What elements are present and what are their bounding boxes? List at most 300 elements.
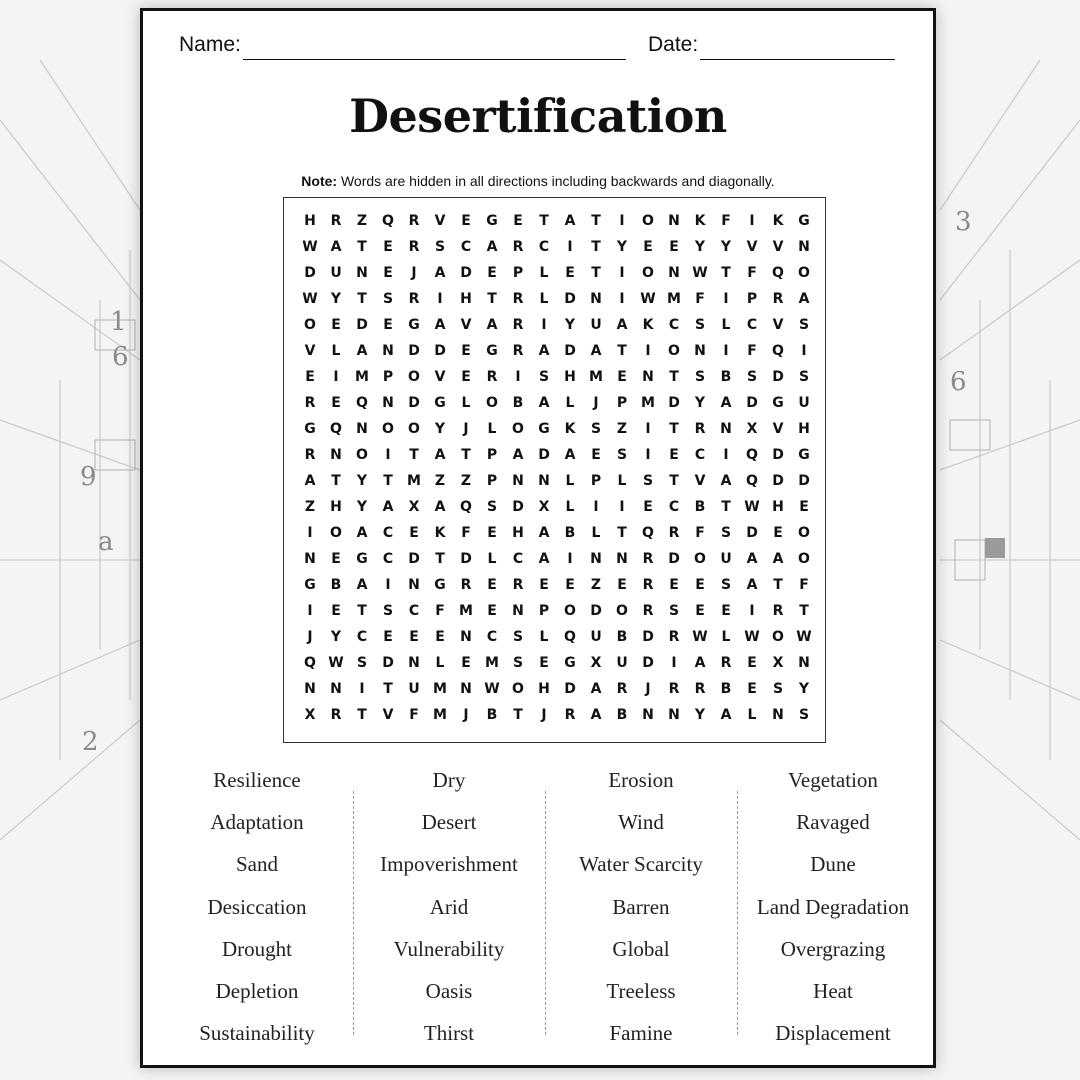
grid-letter[interactable]: P bbox=[486, 473, 498, 489]
grid-letter[interactable]: I bbox=[749, 213, 755, 229]
grid-letter[interactable]: Z bbox=[356, 213, 368, 229]
grid-letter[interactable]: P bbox=[538, 603, 550, 619]
grid-letter[interactable]: D bbox=[642, 629, 654, 645]
grid-letter[interactable]: R bbox=[330, 707, 342, 723]
grid-letter[interactable]: N bbox=[330, 681, 342, 697]
grid-letter[interactable]: E bbox=[747, 655, 757, 671]
grid-letter[interactable]: T bbox=[513, 707, 523, 723]
grid-letter[interactable]: V bbox=[746, 239, 758, 255]
grid-letter[interactable]: L bbox=[721, 317, 731, 333]
grid-letter[interactable]: I bbox=[359, 681, 365, 697]
grid-letter[interactable]: R bbox=[330, 213, 342, 229]
grid-letter[interactable]: L bbox=[539, 629, 549, 645]
grid-letter[interactable]: N bbox=[408, 577, 420, 593]
grid-letter[interactable]: Y bbox=[720, 239, 732, 255]
grid-letter[interactable]: E bbox=[409, 525, 419, 541]
grid-letter[interactable]: D bbox=[382, 655, 394, 671]
grid-letter[interactable]: I bbox=[567, 551, 573, 567]
grid-letter[interactable]: K bbox=[772, 213, 784, 229]
grid-letter[interactable]: E bbox=[435, 629, 445, 645]
grid-letter[interactable]: D bbox=[798, 473, 810, 489]
grid-letter[interactable]: Q bbox=[382, 213, 394, 229]
grid-letter[interactable]: A bbox=[512, 447, 524, 463]
grid-letter[interactable]: R bbox=[512, 291, 524, 307]
grid-letter[interactable]: Q bbox=[746, 473, 758, 489]
grid-letter[interactable]: G bbox=[408, 317, 420, 333]
grid-letter[interactable]: H bbox=[330, 499, 342, 515]
grid-letter[interactable]: R bbox=[720, 655, 732, 671]
grid-letter[interactable]: S bbox=[486, 499, 498, 515]
grid-letter[interactable]: R bbox=[642, 603, 654, 619]
grid-letter[interactable]: G bbox=[434, 577, 446, 593]
grid-letter[interactable]: I bbox=[619, 291, 625, 307]
grid-letter[interactable]: N bbox=[668, 265, 680, 281]
grid-letter[interactable]: S bbox=[512, 655, 524, 671]
grid-letter[interactable]: E bbox=[461, 655, 471, 671]
date-field[interactable] bbox=[700, 59, 895, 60]
grid-letter[interactable]: Z bbox=[616, 421, 628, 437]
grid-letter[interactable]: A bbox=[772, 551, 784, 567]
grid-letter[interactable]: W bbox=[796, 629, 812, 645]
grid-letter[interactable]: J bbox=[593, 395, 599, 411]
grid-letter[interactable]: Q bbox=[460, 499, 472, 515]
grid-letter[interactable]: W bbox=[692, 629, 708, 645]
grid-letter[interactable]: R bbox=[512, 577, 524, 593]
grid-letter[interactable]: N bbox=[304, 551, 316, 567]
grid-letter[interactable]: G bbox=[486, 213, 498, 229]
grid-letter[interactable]: A bbox=[538, 525, 550, 541]
grid-letter[interactable]: I bbox=[307, 603, 313, 619]
grid-letter[interactable]: R bbox=[408, 239, 420, 255]
grid-letter[interactable]: D bbox=[772, 369, 784, 385]
grid-letter[interactable]: M bbox=[641, 395, 655, 411]
grid-letter[interactable]: E bbox=[409, 629, 419, 645]
grid-letter[interactable]: T bbox=[617, 525, 627, 541]
grid-letter[interactable]: E bbox=[461, 343, 471, 359]
grid-letter[interactable]: A bbox=[720, 395, 732, 411]
grid-letter[interactable]: Z bbox=[590, 577, 602, 593]
grid-letter[interactable]: B bbox=[616, 629, 628, 645]
grid-letter[interactable]: T bbox=[357, 603, 367, 619]
grid-letter[interactable]: D bbox=[538, 447, 550, 463]
grid-letter[interactable]: R bbox=[408, 291, 420, 307]
grid-letter[interactable]: C bbox=[668, 499, 680, 515]
grid-letter[interactable]: B bbox=[330, 577, 342, 593]
grid-letter[interactable]: E bbox=[669, 239, 679, 255]
grid-letter[interactable]: G bbox=[798, 447, 810, 463]
grid-letter[interactable]: S bbox=[512, 629, 524, 645]
grid-letter[interactable]: F bbox=[409, 707, 419, 723]
grid-letter[interactable]: X bbox=[538, 499, 550, 515]
grid-letter[interactable]: S bbox=[798, 369, 810, 385]
grid-letter[interactable]: O bbox=[642, 213, 654, 229]
grid-letter[interactable]: D bbox=[564, 343, 576, 359]
grid-letter[interactable]: A bbox=[538, 395, 550, 411]
grid-letter[interactable]: X bbox=[746, 421, 758, 437]
grid-letter[interactable]: L bbox=[331, 343, 341, 359]
grid-letter[interactable]: E bbox=[773, 525, 783, 541]
grid-letter[interactable]: I bbox=[645, 421, 651, 437]
grid-letter[interactable]: N bbox=[408, 655, 420, 671]
grid-letter[interactable]: K bbox=[434, 525, 446, 541]
grid-letter[interactable]: E bbox=[617, 369, 627, 385]
grid-letter[interactable]: E bbox=[617, 577, 627, 593]
grid-letter[interactable]: L bbox=[591, 525, 601, 541]
grid-letter[interactable]: V bbox=[772, 239, 784, 255]
grid-letter[interactable]: W bbox=[744, 629, 760, 645]
grid-letter[interactable]: A bbox=[746, 551, 758, 567]
grid-letter[interactable]: B bbox=[720, 369, 732, 385]
grid-letter[interactable]: A bbox=[538, 551, 550, 567]
grid-letter[interactable]: D bbox=[434, 343, 446, 359]
grid-letter[interactable]: T bbox=[539, 213, 549, 229]
grid-letter[interactable]: A bbox=[590, 681, 602, 697]
grid-letter[interactable]: J bbox=[541, 707, 547, 723]
grid-letter[interactable]: S bbox=[720, 525, 732, 541]
grid-letter[interactable]: V bbox=[434, 213, 446, 229]
grid-letter[interactable]: L bbox=[461, 395, 471, 411]
grid-letter[interactable]: F bbox=[695, 291, 705, 307]
grid-letter[interactable]: I bbox=[645, 343, 651, 359]
grid-letter[interactable]: A bbox=[720, 707, 732, 723]
grid-letter[interactable]: S bbox=[642, 473, 654, 489]
grid-letter[interactable]: G bbox=[564, 655, 576, 671]
grid-letter[interactable]: O bbox=[798, 551, 810, 567]
grid-letter[interactable]: E bbox=[643, 499, 653, 515]
grid-letter[interactable]: E bbox=[487, 603, 497, 619]
grid-letter[interactable]: Y bbox=[616, 239, 628, 255]
grid-letter[interactable]: I bbox=[645, 447, 651, 463]
grid-letter[interactable]: N bbox=[512, 473, 524, 489]
grid-letter[interactable]: I bbox=[567, 239, 573, 255]
grid-letter[interactable]: L bbox=[565, 395, 575, 411]
grid-letter[interactable]: U bbox=[408, 681, 420, 697]
grid-letter[interactable]: M bbox=[433, 681, 447, 697]
grid-letter[interactable]: B bbox=[564, 525, 576, 541]
grid-letter[interactable]: R bbox=[616, 681, 628, 697]
grid-letter[interactable]: B bbox=[486, 707, 498, 723]
grid-letter[interactable]: A bbox=[538, 343, 550, 359]
grid-letter[interactable]: N bbox=[590, 291, 602, 307]
grid-letter[interactable]: V bbox=[304, 343, 316, 359]
grid-letter[interactable]: R bbox=[512, 317, 524, 333]
grid-letter[interactable]: J bbox=[463, 421, 469, 437]
grid-letter[interactable]: A bbox=[746, 577, 758, 593]
grid-letter[interactable]: Z bbox=[434, 473, 446, 489]
grid-letter[interactable]: Q bbox=[772, 265, 784, 281]
grid-letter[interactable]: M bbox=[589, 369, 603, 385]
grid-letter[interactable]: D bbox=[408, 395, 420, 411]
grid-letter[interactable]: U bbox=[590, 629, 602, 645]
grid-letter[interactable]: U bbox=[330, 265, 342, 281]
grid-letter[interactable]: Y bbox=[564, 317, 576, 333]
grid-letter[interactable]: X bbox=[590, 655, 602, 671]
grid-letter[interactable]: E bbox=[331, 317, 341, 333]
grid-letter[interactable]: O bbox=[356, 447, 368, 463]
grid-letter[interactable]: C bbox=[382, 551, 394, 567]
grid-letter[interactable]: G bbox=[304, 421, 316, 437]
grid-letter[interactable]: K bbox=[564, 421, 576, 437]
grid-letter[interactable]: E bbox=[331, 551, 341, 567]
grid-letter[interactable]: B bbox=[512, 395, 524, 411]
grid-letter[interactable]: K bbox=[694, 213, 706, 229]
grid-letter[interactable]: A bbox=[590, 343, 602, 359]
grid-letter[interactable]: A bbox=[564, 447, 576, 463]
grid-letter[interactable]: S bbox=[668, 603, 680, 619]
grid-letter[interactable]: N bbox=[382, 395, 394, 411]
grid-letter[interactable]: D bbox=[304, 265, 316, 281]
grid-letter[interactable]: I bbox=[801, 343, 807, 359]
grid-letter[interactable]: D bbox=[564, 681, 576, 697]
grid-letter[interactable]: G bbox=[486, 343, 498, 359]
grid-letter[interactable]: H bbox=[772, 499, 784, 515]
grid-letter[interactable]: S bbox=[434, 239, 446, 255]
grid-letter[interactable]: Y bbox=[330, 291, 342, 307]
grid-letter[interactable]: S bbox=[694, 369, 706, 385]
grid-letter[interactable]: B bbox=[694, 499, 706, 515]
grid-letter[interactable]: E bbox=[747, 681, 757, 697]
grid-letter[interactable]: P bbox=[590, 473, 602, 489]
grid-letter[interactable]: A bbox=[356, 525, 368, 541]
grid-letter[interactable]: B bbox=[720, 681, 732, 697]
grid-letter[interactable]: Z bbox=[460, 473, 472, 489]
grid-letter[interactable]: E bbox=[695, 603, 705, 619]
grid-letter[interactable]: E bbox=[591, 447, 601, 463]
grid-letter[interactable]: A bbox=[434, 265, 446, 281]
grid-letter[interactable]: T bbox=[799, 603, 809, 619]
grid-letter[interactable]: G bbox=[772, 395, 784, 411]
grid-letter[interactable]: W bbox=[692, 265, 708, 281]
grid-letter[interactable]: A bbox=[590, 707, 602, 723]
grid-letter[interactable]: M bbox=[485, 655, 499, 671]
grid-letter[interactable]: I bbox=[619, 213, 625, 229]
grid-letter[interactable]: O bbox=[668, 343, 680, 359]
grid-letter[interactable]: F bbox=[747, 343, 757, 359]
grid-letter[interactable]: E bbox=[383, 629, 393, 645]
grid-letter[interactable]: D bbox=[642, 655, 654, 671]
grid-letter[interactable]: G bbox=[434, 395, 446, 411]
grid-letter[interactable]: A bbox=[798, 291, 810, 307]
grid-letter[interactable]: E bbox=[383, 265, 393, 281]
grid-letter[interactable]: A bbox=[486, 239, 498, 255]
grid-letter[interactable]: E bbox=[461, 369, 471, 385]
grid-letter[interactable]: L bbox=[487, 421, 497, 437]
grid-letter[interactable]: F bbox=[721, 213, 731, 229]
grid-letter[interactable]: X bbox=[304, 707, 316, 723]
grid-letter[interactable]: I bbox=[749, 603, 755, 619]
grid-letter[interactable]: N bbox=[356, 265, 368, 281]
grid-letter[interactable]: I bbox=[385, 447, 391, 463]
grid-letter[interactable]: O bbox=[330, 525, 342, 541]
grid-letter[interactable]: I bbox=[723, 343, 729, 359]
grid-letter[interactable]: S bbox=[772, 681, 784, 697]
grid-letter[interactable]: N bbox=[642, 707, 654, 723]
name-field[interactable] bbox=[243, 59, 626, 60]
grid-letter[interactable]: R bbox=[564, 707, 576, 723]
grid-letter[interactable]: X bbox=[772, 655, 784, 671]
grid-letter[interactable]: O bbox=[798, 265, 810, 281]
grid-letter[interactable]: A bbox=[694, 655, 706, 671]
grid-letter[interactable]: N bbox=[668, 213, 680, 229]
grid-letter[interactable]: E bbox=[383, 239, 393, 255]
grid-letter[interactable]: A bbox=[616, 317, 628, 333]
grid-letter[interactable]: T bbox=[383, 473, 393, 489]
grid-letter[interactable]: I bbox=[333, 369, 339, 385]
grid-letter[interactable]: N bbox=[642, 369, 654, 385]
grid-letter[interactable]: B bbox=[616, 707, 628, 723]
grid-letter[interactable]: N bbox=[460, 681, 472, 697]
grid-letter[interactable]: V bbox=[382, 707, 394, 723]
grid-letter[interactable]: U bbox=[590, 317, 602, 333]
grid-letter[interactable]: Q bbox=[356, 395, 368, 411]
grid-letter[interactable]: C bbox=[356, 629, 368, 645]
grid-letter[interactable]: O bbox=[408, 369, 420, 385]
grid-letter[interactable]: V bbox=[694, 473, 706, 489]
grid-letter[interactable]: Y bbox=[694, 707, 706, 723]
grid-letter[interactable]: R bbox=[642, 551, 654, 567]
grid-letter[interactable]: L bbox=[565, 473, 575, 489]
grid-letter[interactable]: P bbox=[486, 447, 498, 463]
grid-letter[interactable]: R bbox=[642, 577, 654, 593]
grid-letter[interactable]: T bbox=[357, 291, 367, 307]
grid-letter[interactable]: R bbox=[668, 681, 680, 697]
grid-letter[interactable]: E bbox=[721, 603, 731, 619]
grid-letter[interactable]: I bbox=[723, 291, 729, 307]
grid-letter[interactable]: D bbox=[590, 603, 602, 619]
grid-letter[interactable]: R bbox=[772, 291, 784, 307]
grid-letter[interactable]: C bbox=[668, 317, 680, 333]
grid-letter[interactable]: J bbox=[411, 265, 417, 281]
grid-letter[interactable]: T bbox=[617, 343, 627, 359]
grid-letter[interactable]: V bbox=[772, 421, 784, 437]
grid-letter[interactable]: J bbox=[645, 681, 651, 697]
grid-letter[interactable]: T bbox=[669, 369, 679, 385]
grid-letter[interactable]: S bbox=[798, 317, 810, 333]
grid-letter[interactable]: R bbox=[772, 603, 784, 619]
grid-letter[interactable]: D bbox=[564, 291, 576, 307]
grid-letter[interactable]: E bbox=[487, 265, 497, 281]
grid-letter[interactable]: N bbox=[382, 343, 394, 359]
grid-letter[interactable]: T bbox=[487, 291, 497, 307]
grid-letter[interactable]: G bbox=[798, 213, 810, 229]
grid-letter[interactable]: Y bbox=[694, 395, 706, 411]
grid-letter[interactable]: T bbox=[591, 239, 601, 255]
grid-letter[interactable]: Q bbox=[304, 655, 316, 671]
grid-letter[interactable]: O bbox=[564, 603, 576, 619]
grid-letter[interactable]: Y bbox=[330, 629, 342, 645]
grid-letter[interactable]: W bbox=[744, 499, 760, 515]
grid-letter[interactable]: Q bbox=[772, 343, 784, 359]
grid-letter[interactable]: H bbox=[304, 213, 316, 229]
grid-letter[interactable]: R bbox=[304, 395, 316, 411]
grid-letter[interactable]: D bbox=[460, 265, 472, 281]
grid-letter[interactable]: I bbox=[385, 577, 391, 593]
grid-letter[interactable]: D bbox=[408, 551, 420, 567]
grid-letter[interactable]: A bbox=[434, 317, 446, 333]
grid-letter[interactable]: R bbox=[668, 525, 680, 541]
grid-letter[interactable]: U bbox=[798, 395, 810, 411]
grid-letter[interactable]: R bbox=[304, 447, 316, 463]
grid-letter[interactable]: O bbox=[798, 525, 810, 541]
grid-letter[interactable]: H bbox=[564, 369, 576, 385]
grid-letter[interactable]: A bbox=[304, 473, 316, 489]
grid-letter[interactable]: F bbox=[461, 525, 471, 541]
grid-letter[interactable]: T bbox=[591, 265, 601, 281]
grid-letter[interactable]: D bbox=[356, 317, 368, 333]
grid-letter[interactable]: A bbox=[356, 343, 368, 359]
grid-letter[interactable]: T bbox=[409, 447, 419, 463]
grid-letter[interactable]: A bbox=[720, 473, 732, 489]
grid-letter[interactable]: Z bbox=[304, 499, 316, 515]
grid-letter[interactable]: F bbox=[435, 603, 445, 619]
grid-letter[interactable]: R bbox=[486, 369, 498, 385]
grid-letter[interactable]: N bbox=[772, 707, 784, 723]
grid-letter[interactable]: O bbox=[642, 265, 654, 281]
grid-letter[interactable]: C bbox=[512, 551, 524, 567]
grid-letter[interactable]: E bbox=[669, 577, 679, 593]
grid-letter[interactable]: C bbox=[538, 239, 550, 255]
grid-letter[interactable]: I bbox=[619, 499, 625, 515]
grid-letter[interactable]: N bbox=[798, 655, 810, 671]
grid-letter[interactable]: S bbox=[382, 291, 394, 307]
grid-letter[interactable]: T bbox=[721, 265, 731, 281]
grid-letter[interactable]: T bbox=[357, 239, 367, 255]
grid-letter[interactable]: I bbox=[619, 265, 625, 281]
grid-letter[interactable]: A bbox=[434, 447, 446, 463]
grid-letter[interactable]: I bbox=[723, 447, 729, 463]
grid-letter[interactable]: D bbox=[668, 551, 680, 567]
grid-letter[interactable]: M bbox=[355, 369, 369, 385]
grid-letter[interactable]: A bbox=[564, 213, 576, 229]
grid-letter[interactable]: M bbox=[667, 291, 681, 307]
grid-letter[interactable]: H bbox=[538, 681, 550, 697]
grid-letter[interactable]: E bbox=[643, 239, 653, 255]
grid-letter[interactable]: T bbox=[331, 473, 341, 489]
grid-letter[interactable]: A bbox=[486, 317, 498, 333]
grid-letter[interactable]: N bbox=[538, 473, 550, 489]
grid-letter[interactable]: N bbox=[330, 447, 342, 463]
grid-letter[interactable]: N bbox=[356, 421, 368, 437]
grid-letter[interactable]: G bbox=[304, 577, 316, 593]
grid-letter[interactable]: I bbox=[437, 291, 443, 307]
grid-letter[interactable]: L bbox=[539, 265, 549, 281]
grid-letter[interactable]: T bbox=[357, 707, 367, 723]
grid-letter[interactable]: L bbox=[721, 629, 731, 645]
grid-letter[interactable]: N bbox=[798, 239, 810, 255]
grid-letter[interactable]: D bbox=[460, 551, 472, 567]
grid-letter[interactable]: E bbox=[695, 577, 705, 593]
grid-letter[interactable]: U bbox=[616, 655, 628, 671]
grid-letter[interactable]: N bbox=[512, 603, 524, 619]
grid-letter[interactable]: V bbox=[772, 317, 784, 333]
grid-letter[interactable]: P bbox=[382, 369, 394, 385]
grid-letter[interactable]: S bbox=[798, 707, 810, 723]
grid-letter[interactable]: S bbox=[720, 577, 732, 593]
grid-letter[interactable]: Q bbox=[564, 629, 576, 645]
grid-letter[interactable]: Y bbox=[356, 473, 368, 489]
grid-letter[interactable]: D bbox=[746, 395, 758, 411]
grid-letter[interactable]: S bbox=[382, 603, 394, 619]
grid-letter[interactable]: A bbox=[382, 499, 394, 515]
grid-letter[interactable]: C bbox=[486, 629, 498, 645]
grid-letter[interactable]: J bbox=[463, 707, 469, 723]
grid-letter[interactable]: L bbox=[539, 291, 549, 307]
grid-letter[interactable]: Q bbox=[330, 421, 342, 437]
grid-letter[interactable]: O bbox=[616, 603, 628, 619]
grid-letter[interactable]: T bbox=[669, 473, 679, 489]
grid-letter[interactable]: C bbox=[408, 603, 420, 619]
grid-letter[interactable]: D bbox=[746, 525, 758, 541]
